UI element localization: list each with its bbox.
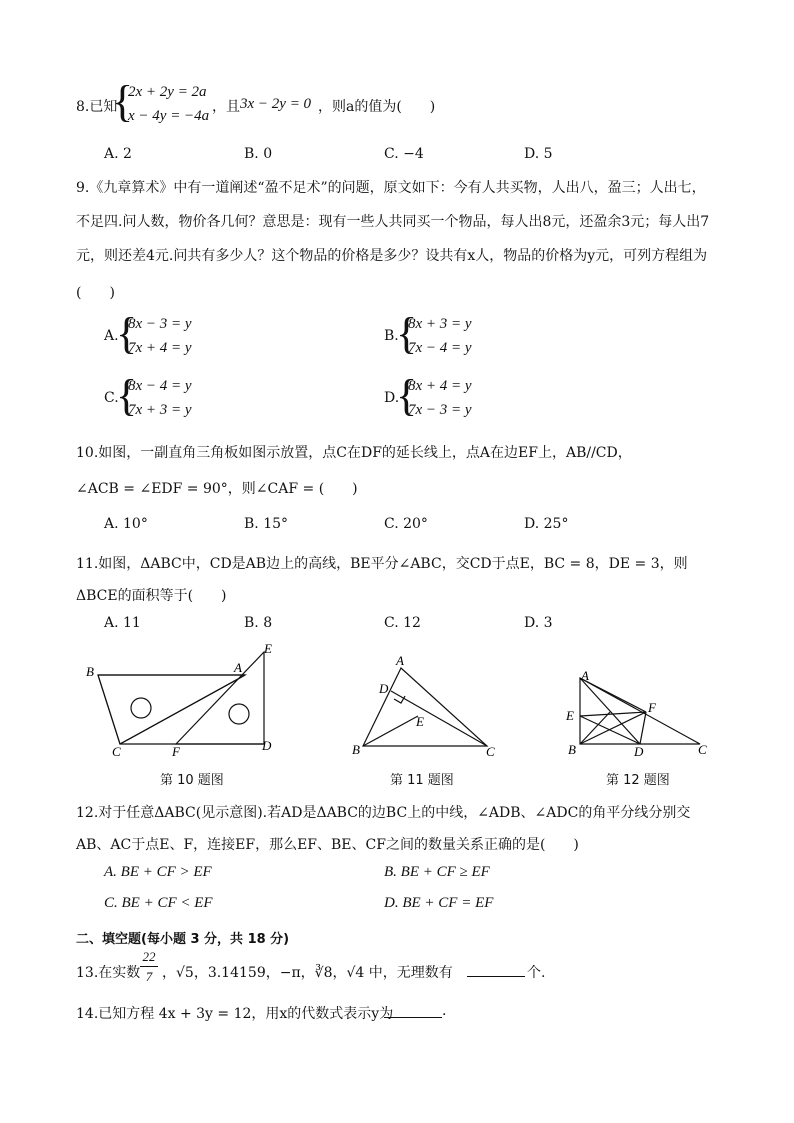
fig11-triangle-abc bbox=[363, 668, 487, 746]
q9-line1: 9.《九章算术》中有一道阐述“盈不足术”的问题，原文如下：今有人共买物，人出八，盈三；人出七， bbox=[76, 180, 706, 196]
q9-option-d-label: D. bbox=[384, 390, 400, 406]
q10-option-b: B. 15° bbox=[244, 516, 289, 532]
q12-option-c: C. BE + CF < EF bbox=[104, 895, 213, 911]
q9-option-b-eq1: 8x + 3 = y bbox=[408, 316, 472, 332]
q8-brace: { bbox=[112, 77, 134, 126]
q8-eq2: x − 4y = −4a bbox=[128, 108, 210, 124]
q10-line1: 10.如图，一副直角三角板如图示放置，点C在DF的延长线上，点A在边EF上，AB//CD， bbox=[76, 445, 632, 461]
fig10-hole-left bbox=[131, 698, 151, 718]
q12-line2: AB、AC于点E、F，连接EF，那么EF、BE、CF之间的数量关系正确的是( ) bbox=[76, 837, 579, 853]
q9-line4: ( ) bbox=[76, 285, 115, 301]
fig10-label-f: F bbox=[172, 744, 180, 759]
q9-option-c-eq2: 7x + 3 = y bbox=[128, 402, 192, 418]
q14-answer-blank[interactable] bbox=[384, 1005, 442, 1018]
fig10-label-e: E bbox=[264, 641, 272, 656]
q8-option-d: D. 5 bbox=[524, 146, 553, 162]
q13-answer-blank[interactable] bbox=[467, 964, 525, 977]
q13-rest: ，√5，3.14159，−π，∛8，√4 中，无理数有 bbox=[162, 965, 453, 981]
fig10-label-d: D bbox=[262, 738, 272, 753]
q12-option-b: B. BE + CF ≥ EF bbox=[384, 864, 490, 880]
fig12-label-a: A bbox=[581, 668, 589, 683]
q9-option-a-brace: { bbox=[116, 309, 138, 358]
q8-mid: ，且 bbox=[212, 99, 240, 115]
q11-line1: 11.如图，ΔABC中，CD是AB边上的高线，BE平分∠ABC，交CD于点E，BC = 8，DE = 3，则 bbox=[76, 556, 688, 572]
q9-option-c-label: C. bbox=[104, 390, 119, 406]
q9-option-d-brace: { bbox=[396, 371, 418, 420]
fig12-label-c: C bbox=[698, 742, 707, 757]
section-2-title: 二、填空题(每小题 3 分，共 18 分) bbox=[76, 932, 290, 947]
q8-condition: 3x − 2y = 0 bbox=[240, 96, 312, 112]
q8-option-a: A. 2 bbox=[104, 146, 132, 162]
fig10-label-a: A bbox=[234, 660, 242, 675]
q12-option-a: A. BE + CF > EF bbox=[104, 864, 212, 880]
fig10-triangle-def bbox=[176, 652, 264, 744]
q9-option-d-eq1: 8x + 4 = y bbox=[408, 378, 472, 394]
q9-option-d-eq2: 7x − 3 = y bbox=[408, 402, 472, 418]
q8-suffix: ，则a的值为( ) bbox=[318, 99, 436, 115]
fig12-label-b: B bbox=[568, 742, 576, 757]
q8-eq1: 2x + 2y = 2a bbox=[128, 84, 207, 100]
q9-line3: 元，则还差4元.问共有多少人？这个物品的价格是多少？设共有x人，物品的价格为y元，可列方程组为 bbox=[76, 248, 708, 264]
q11-option-c: C. 12 bbox=[384, 615, 421, 631]
q11-option-a: A. 11 bbox=[104, 615, 141, 631]
q10-option-a: A. 10° bbox=[104, 516, 148, 532]
q9-option-b-label: B. bbox=[384, 328, 399, 344]
q11-line2: ΔBCE的面积等于( ) bbox=[76, 588, 227, 604]
q9-line2: 不足四.问人数，物价各几何？意思是：现有一些人共同买一个物品，每人出8元，还盈余3元；每人出7 bbox=[76, 214, 710, 230]
q14-prefix: 14.已知方程 4x + 3y = 12，用x的代数式表示y为 bbox=[76, 1006, 394, 1022]
q11-option-d: D. 3 bbox=[524, 615, 553, 631]
figure-10 bbox=[80, 640, 290, 760]
q12-line1: 12.对于任意ΔABC(见示意图).若AD是ΔABC的边BC上的中线，∠ADB、∠ADC的角平分线分别交 bbox=[76, 805, 691, 821]
q9-option-c-eq1: 8x − 4 = y bbox=[128, 378, 192, 394]
q9-option-c-brace: { bbox=[116, 371, 138, 420]
fig12-label-f: F bbox=[648, 700, 656, 715]
q9-option-a-eq2: 7x + 4 = y bbox=[128, 340, 192, 356]
fig11-label-b: B bbox=[352, 742, 360, 757]
q13-fraction-numerator: 22 bbox=[142, 949, 156, 964]
q13-fraction-denominator: 7 bbox=[145, 969, 153, 984]
fig12-caption: 第 12 题图 bbox=[606, 773, 670, 788]
fig10-caption: 第 10 题图 bbox=[160, 773, 224, 788]
q11-option-b: B. 8 bbox=[244, 615, 273, 631]
q9-option-b-eq2: 7x − 4 = y bbox=[408, 340, 472, 356]
q13-prefix: 13.在实数 bbox=[76, 965, 141, 981]
q8-option-c: C. −4 bbox=[384, 146, 424, 162]
figure-11 bbox=[346, 650, 506, 760]
q14-suffix: . bbox=[442, 1003, 447, 1019]
fig12-label-d: D bbox=[634, 744, 644, 759]
q9-option-b-brace: { bbox=[396, 309, 418, 358]
q8-prefix: 8.已知 bbox=[76, 99, 118, 115]
fig11-caption: 第 11 题图 bbox=[390, 773, 454, 788]
fig11-label-c: C bbox=[486, 744, 495, 759]
q10-option-d: D. 25° bbox=[524, 516, 569, 532]
fig11-label-a: A bbox=[396, 653, 404, 668]
q8-option-b: B. 0 bbox=[244, 146, 273, 162]
q13-fraction-bar bbox=[140, 966, 158, 967]
fig10-triangle-abc bbox=[98, 675, 245, 744]
q9-option-a-label: A. bbox=[104, 328, 119, 344]
fig10-label-b: B bbox=[86, 664, 94, 679]
q13-suffix: 个. bbox=[527, 965, 546, 981]
fig10-label-c: C bbox=[112, 744, 121, 759]
q9-option-a-eq1: 8x − 3 = y bbox=[128, 316, 192, 332]
q12-option-d: D. BE + CF = EF bbox=[384, 895, 494, 911]
q10-line2: ∠ACB = ∠EDF = 90°，则∠CAF = ( ) bbox=[76, 481, 358, 497]
fig12-label-e: E bbox=[566, 708, 574, 723]
figure-12 bbox=[560, 668, 720, 760]
fig11-label-e: E bbox=[416, 714, 424, 729]
q10-option-c: C. 20° bbox=[384, 516, 428, 532]
fig10-hole-right bbox=[229, 704, 249, 724]
fig11-label-d: D bbox=[379, 681, 389, 696]
